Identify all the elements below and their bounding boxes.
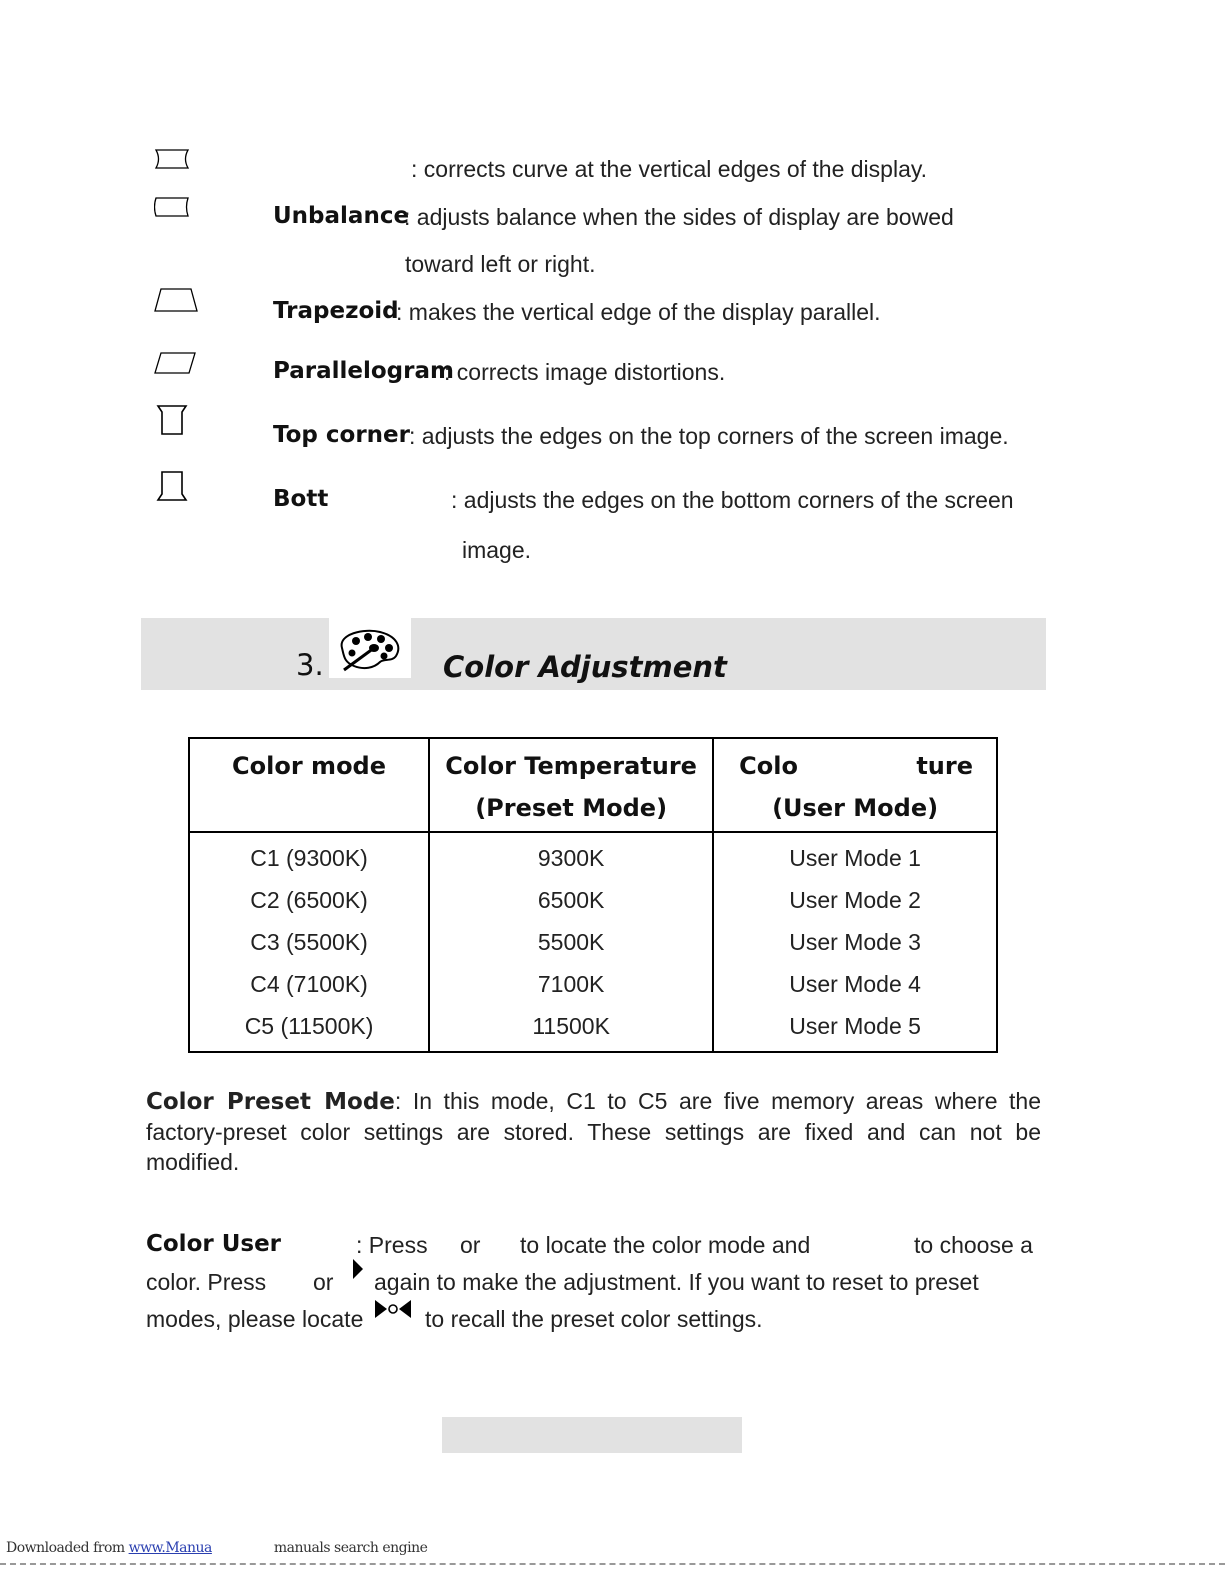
color-user-again: again to make the adjustment. If you want to reset to preset: [374, 1269, 979, 1295]
cell-preset: 6500K: [429, 879, 713, 921]
color-user-locate: to locate the color mode and: [520, 1232, 811, 1258]
top-corner-icon: [156, 404, 188, 436]
cell-user: User Mode 5: [713, 1005, 997, 1052]
header-user-line1-start: Colo: [739, 752, 798, 780]
cell-user: User Mode 2: [713, 879, 997, 921]
header-user-mode: [713, 738, 997, 832]
table-row: [189, 879, 997, 921]
pincushion-desc: : corrects curve at the vertical edges of the display.: [411, 156, 928, 182]
color-user-or-2: or: [313, 1269, 334, 1295]
color-user-recall: to recall the preset color settings.: [425, 1306, 763, 1332]
header-user-line1-end: ture: [916, 752, 973, 780]
table-row: [189, 832, 997, 879]
unbalance-term: Unbalance: [273, 203, 410, 229]
color-user-choose: to choose a: [914, 1232, 1033, 1258]
color-user-press-2: color. Press: [146, 1269, 267, 1295]
table-header-row: [189, 738, 997, 832]
header-user-line2: (User Mode): [772, 794, 939, 822]
color-user-press: : Press: [356, 1232, 428, 1258]
cell-color-mode: C5 (11500K): [189, 1005, 429, 1052]
bottom-corner-desc: : adjusts the edges on the bottom corners of the screen: [451, 487, 1014, 513]
top-corner-term: Top corner: [273, 422, 411, 448]
right-arrow-icon: [351, 1257, 365, 1281]
unbalance-desc: : adjusts balance when the sides of display are bowed: [404, 204, 954, 230]
parallelogram-term: Parallelogram: [273, 358, 454, 384]
color-mode-table: [188, 737, 998, 1053]
section-icon-frame: [329, 618, 411, 678]
header-user-line1: [715, 745, 995, 787]
header-preset-mode: [429, 738, 713, 832]
page-number-box: [442, 1417, 742, 1453]
footer-prefix: Downloaded from: [6, 1540, 129, 1556]
table-row: [189, 921, 997, 963]
cell-preset: 7100K: [429, 963, 713, 1005]
color-preset-text: : In this mode, C1 to C5 are five memory areas where the factory-preset color settings are stored. These settings are fixed and can not be modified.: [146, 1088, 1042, 1175]
trapezoid-icon: [153, 287, 199, 313]
cell-user: User Mode 4: [713, 963, 997, 1005]
color-preset-term: Color Preset Mode: [146, 1089, 395, 1115]
footer-divider: [0, 1563, 1225, 1565]
cell-preset: 11500K: [429, 1005, 713, 1052]
bottom-corner-term: Bott: [273, 486, 329, 512]
unbalance-desc-cont: toward left or right.: [405, 251, 596, 277]
color-user-modes: modes, please locate: [146, 1306, 364, 1332]
header-color-mode-label: Color mode: [232, 752, 387, 780]
cell-color-mode: C2 (6500K): [189, 879, 429, 921]
cell-color-mode: C3 (5500K): [189, 921, 429, 963]
cell-preset: 9300K: [429, 832, 713, 879]
table-row: [189, 1005, 997, 1052]
footer-suffix: manuals search engine: [273, 1540, 428, 1556]
header-preset-line2: (Preset Mode): [475, 794, 668, 822]
top-corner-desc: : adjusts the edges on the top corners of the screen image.: [409, 423, 1009, 449]
color-preset-paragraph: [146, 1086, 1041, 1177]
unbalance-icon: [154, 196, 190, 218]
section-title: Color Adjustment: [443, 650, 727, 684]
header-color-mode: [189, 738, 429, 832]
color-user-or: or: [460, 1232, 481, 1258]
color-palette-icon: [334, 626, 404, 672]
cell-user: User Mode 3: [713, 921, 997, 963]
parallelogram-icon: [153, 351, 197, 375]
cell-user: User Mode 1: [713, 832, 997, 879]
reset-icon: [373, 1298, 413, 1320]
download-footer: [6, 1540, 427, 1556]
trapezoid-term: Trapezoid: [273, 298, 399, 324]
bottom-corner-desc-cont: image.: [462, 537, 532, 563]
cell-preset: 5500K: [429, 921, 713, 963]
parallelogram-desc: : corrects image distortions.: [444, 359, 726, 385]
pincushion-icon: [154, 148, 190, 170]
section-number: 3.: [296, 648, 324, 682]
footer-link[interactable]: www.Manua: [128, 1540, 212, 1556]
bottom-corner-icon: [156, 470, 188, 502]
trapezoid-desc: : makes the vertical edge of the display parallel.: [396, 299, 881, 325]
table-row: [189, 963, 997, 1005]
cell-color-mode: C4 (7100K): [189, 963, 429, 1005]
color-user-term: Color User: [146, 1231, 282, 1257]
cell-color-mode: C1 (9300K): [189, 832, 429, 879]
header-preset-line1: Color Temperature: [445, 752, 697, 780]
